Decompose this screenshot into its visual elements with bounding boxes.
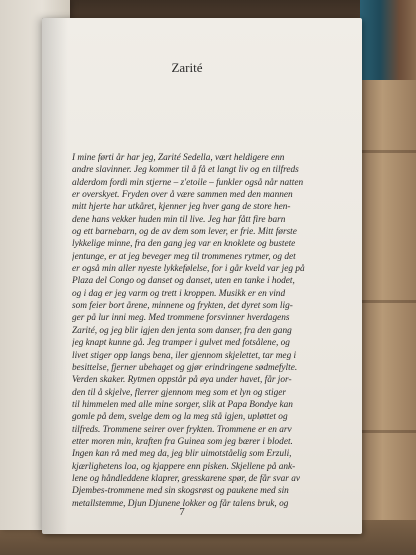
text-line: jeg knapt kunne gå. Jeg tramper i gulvet med fotsålene, og	[72, 338, 290, 349]
body-text	[72, 152, 354, 510]
text-line: etter moren min, kraften fra Guinea som jeg bærer i blodet.	[72, 436, 293, 447]
text-line: Ingen kan rå med meg da, jeg blir uimotståelig som Erzuli,	[72, 449, 292, 460]
text-line: besittelse, fjerner ubehaget og gjør erindringene sødmefylte.	[72, 362, 298, 373]
wood-grain	[360, 300, 416, 303]
text-line: Verden skaker. Rytmen oppstår på øya under havet, får jor-	[72, 375, 292, 386]
text-line: Plaza del Congo og danset og danset, uten en tanke i hodet,	[72, 276, 295, 287]
page-number: 7	[179, 506, 185, 518]
text-line: metallstemme, Djun Djunene lokker og får talens bruk, og	[72, 498, 289, 509]
text-line: gomle på dem, svelge dem og la meg stå igjen, upløttet og	[72, 412, 288, 423]
book-page	[42, 18, 362, 534]
text-line: Djembes-trommene med sin skogsrøst og paukene med sin	[72, 486, 289, 497]
text-line: tilfreds. Trommene seirer over frykten. Trommene er en arv	[72, 424, 292, 435]
wood-grain	[360, 150, 416, 153]
text-line: kjærlighetens loa, og kjappere enn pisken. Skjellene på ank-	[72, 461, 296, 472]
text-line: og i dag er jeg varm og trett i kroppen. Musikk er en vind	[72, 288, 286, 299]
text-line: Zarité, og jeg blir igjen den jenta som danser, fra den gang	[72, 325, 292, 336]
chapter-title: Zarité	[171, 60, 203, 75]
text-line: mitt hjerte har utkåret, kjenner jeg hver gang de store hen-	[72, 202, 291, 213]
text-line: den til å skjelve, flerrer gjennom meg som et lyn og stiger	[72, 387, 286, 398]
text-line: er overskyet. Fryden over å være sammen med den mannen	[72, 190, 293, 201]
text-line: og ett barnebarn, og de av dem som lever, er frie. Mitt første	[72, 227, 297, 238]
text-line: alderdom fordi min stjerne – z'etoile – funkler også når natten	[72, 177, 304, 188]
text-line: er også min aller nyeste lykkefølelse, for i går kveld var jeg på	[72, 264, 305, 275]
text-line: lykkelige minne, fra den gang jeg var en knoklete og bustete	[72, 239, 296, 250]
text-line: som feier bort årene, minnene og frykten, det dyret som lig-	[72, 301, 293, 312]
text-line: lene og håndleddene klaprer, gresskarene spør, de får svar av	[72, 473, 300, 484]
text-line: livet stiger opp langs bena, iler gjennom skjelettet, tar meg i	[72, 350, 297, 361]
text-line: jentunge, er at jeg beveger meg til trommenes rytmer, og det	[72, 251, 296, 262]
text-line: til himmelen med alle mine sorger, slik at Papa Bondye kan	[72, 399, 293, 410]
background-books	[360, 0, 416, 90]
text-line: dene hans vekker huden min til live. Jeg har fått fire barn	[72, 214, 286, 225]
wood-grain	[360, 430, 416, 433]
text-line: ger på lur inni meg. Med trommene forsvinner hverdagens	[72, 313, 290, 324]
text-line: andre slavinner. Jeg kommer til å få et langt liv og en tilfreds	[72, 165, 299, 176]
page-gutter-shadow	[42, 18, 68, 534]
text-line: I mine førti år har jeg, Zarité Sedella, vært heldigere enn	[72, 153, 285, 163]
